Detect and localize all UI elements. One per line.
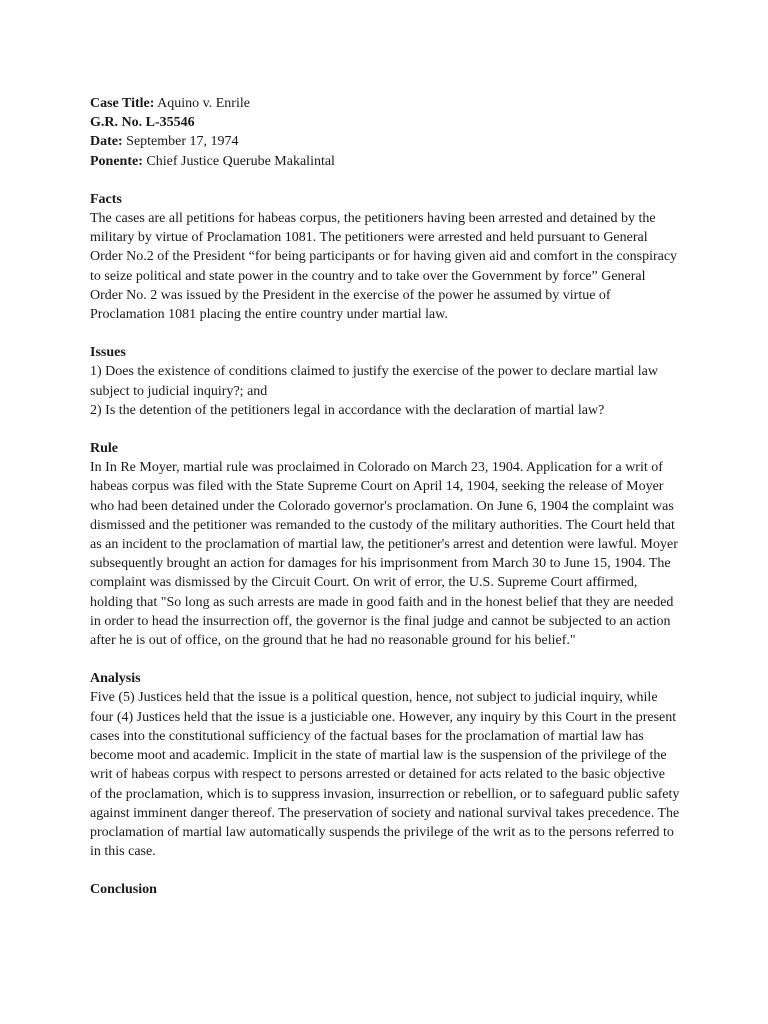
analysis-text: Five (5) Justices held that the issue is a political question, hence, not subject to judicial inquiry, while four (4) Justices held that the issue is a justiciable one. However, any inquiry by this Court in the present cases into the constitutional sufficiency of the factual bases for the proclamation of martial law has become moot and academic. Implicit in the state of martial law is the suspension of the privilege of the writ of habeas corpus with respect to persons arrested or detained for acts related to the basic objective of the proclamation, which is to suppress invasion, insurrection or rebellion, or to safeguard public safety against imminent danger thereof. The preservation of society and national survival takes precedence. The proclamation of martial law automatically suspends the privilege of the writ as to the persons referred to in this case. [90, 690, 680, 860]
case-title-line [90, 94, 680, 113]
gr-number-label: G.R. No. L-35546 [90, 115, 195, 131]
issue-item-2: 2) Is the detention of the petitioners legal in accordance with the declaration of martial law? [90, 402, 605, 418]
analysis-section [90, 669, 680, 861]
conclusion-section [90, 880, 680, 899]
ponente-line [90, 152, 680, 171]
issue-item-1: 1) Does the existence of conditions claimed to justify the exercise of the power to declare martial law subject to judicial inquiry?; and [90, 364, 658, 399]
issues-section [90, 343, 680, 420]
ponente-value: Chief Justice Querube Makalintal [142, 153, 335, 169]
ponente-label: Ponente: [90, 153, 143, 169]
facts-heading: Facts [90, 191, 122, 207]
gr-number-line [90, 113, 680, 132]
case-title-label: Case Title: [90, 96, 155, 111]
case-header [90, 94, 680, 171]
facts-text: The cases are all petitions for habeas corpus, the petitioners having been arrested and detained by the military by virtue of Proclamation 1081. The petitioners were arrested and held pursuant to General Order No.2 of the President “for being participants or for having given aid and comfort in the conspiracy to seize political and state power in the country and to take over the Government by force” General Order No. 2 was issued by the President in the exercise of the power he assumed by virtue of Proclamation 1081 placing the entire country under martial law. [90, 211, 678, 323]
analysis-heading: Analysis [90, 671, 141, 687]
document-page [90, 94, 680, 900]
conclusion-heading: Conclusion [90, 882, 157, 898]
rule-section [90, 439, 680, 650]
date-label: Date: [90, 134, 123, 150]
date-line [90, 132, 680, 151]
date-value: September 17, 1974 [122, 134, 239, 150]
facts-section [90, 190, 680, 324]
rule-heading: Rule [90, 441, 118, 457]
rule-text: In In Re Moyer, martial rule was proclaimed in Colorado on March 23, 1904. Application for a writ of habeas corpus was filed with the State Supreme Court on April 14, 1904, seeking the release of Moyer who had been detained under the Colorado governor's proclamation. On June 6, 1904 the complaint was dismissed and the petitioner was remanded to the custody of the military authorities. The Court held that as an incident to the proclamation of martial law, the petitioner's arrest and detention were lawful. Moyer subsequently brought an action for damages for his imprisonment from March 30 to June 15, 1904. The complaint was dismissed by the Circuit Court. On writ of error, the U.S. Supreme Court affirmed, holding that "So long as such arrests are made in good faith and in the honest belief that they are needed in order to head the insurrection off, the governor is the final judge and cannot be subjected to an action after he is out of office, on the ground that he had no reasonable ground for his belief." [90, 460, 678, 649]
issues-heading: Issues [90, 345, 126, 361]
case-title-value: Aquino v. Enrile [154, 96, 250, 111]
